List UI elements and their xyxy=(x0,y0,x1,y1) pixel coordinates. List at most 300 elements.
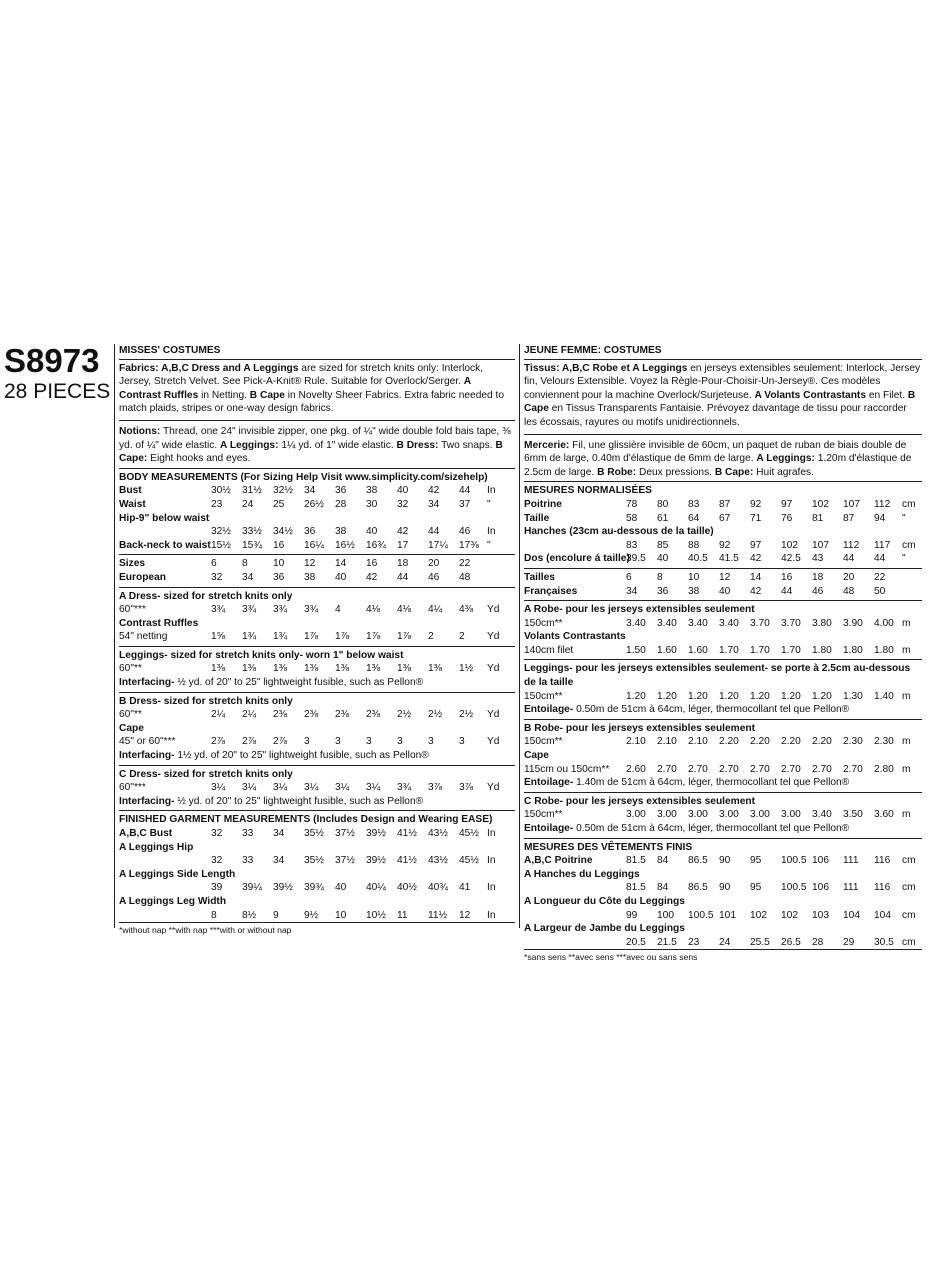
cell-value: 2⅜ xyxy=(335,709,350,721)
measure-table xyxy=(119,484,515,552)
yardage-title: Leggings- sized for stretch knits only- worn 1" below waist xyxy=(119,649,404,661)
cell-value: 2.70 xyxy=(843,763,863,775)
cell-value: 99 xyxy=(626,909,638,921)
cell-value: 39½ xyxy=(273,882,293,894)
bold-text: Tissus: A,B,C Robe et A Leggings xyxy=(524,362,688,374)
pattern-number: S8973 xyxy=(4,342,100,379)
table-row xyxy=(524,763,922,777)
cell-value: 23 xyxy=(211,498,223,510)
cell-value: 22 xyxy=(459,558,471,570)
cell-value: 39¾ xyxy=(304,882,324,894)
cell-value: 3.80 xyxy=(812,617,832,629)
cell-value: 3¾ xyxy=(273,604,288,616)
cell-value: 61 xyxy=(657,512,669,524)
body-measurements xyxy=(524,481,922,566)
cell-value: 4⅛ xyxy=(366,604,381,616)
unit-label xyxy=(902,585,922,599)
cell-value: 1¾ xyxy=(242,631,257,643)
cell-value: 1⅜ xyxy=(273,663,288,675)
cell-value: 1.70 xyxy=(719,644,739,656)
measure-table xyxy=(524,690,922,704)
bold-text: Interfacing- xyxy=(119,750,175,762)
cell-value: 42 xyxy=(428,485,440,497)
cell-value: 15¾ xyxy=(242,539,262,551)
measure-table xyxy=(524,808,922,822)
table-row xyxy=(524,498,922,512)
text: 1¼ yd. of 1" wide elastic. xyxy=(278,439,397,451)
yardage-title: C Robe- pour les jerseys extensibles seulement xyxy=(524,795,756,807)
text: Eight hooks and eyes. xyxy=(147,453,251,465)
measure-table xyxy=(524,571,922,598)
unit-label: cm xyxy=(902,855,916,867)
row-label: A,B,C Poitrine xyxy=(524,855,593,867)
cell-value: 23 xyxy=(688,936,700,948)
cell-value: 48 xyxy=(459,571,471,583)
cell-value: 1.80 xyxy=(874,644,894,656)
bold-text: A Volants Contrastants xyxy=(754,389,866,401)
row-label: 60"** xyxy=(119,663,142,675)
row-label: A Hanches du Leggings xyxy=(524,868,640,880)
cell-value: 40.5 xyxy=(688,553,708,565)
measure-table xyxy=(119,708,515,749)
cell-value: 3.70 xyxy=(750,617,770,629)
cell-value: 39½ xyxy=(366,828,386,839)
row-label xyxy=(524,539,626,553)
cell-value: 10 xyxy=(335,909,347,921)
measure-table xyxy=(524,854,922,949)
cell-value: 1⅜ xyxy=(211,663,226,675)
cell-value: 3 xyxy=(304,736,310,748)
cell-value: 90 xyxy=(719,882,731,894)
cell-value: 33 xyxy=(242,828,254,839)
table-row xyxy=(119,617,515,631)
notions-section xyxy=(119,420,515,466)
cell-value: 39½ xyxy=(366,855,386,867)
unit-label: Yd xyxy=(487,736,500,748)
table-row xyxy=(119,484,515,498)
cell-value: 102 xyxy=(781,539,798,551)
cell-value: 28 xyxy=(335,498,347,510)
cell-value: 1⅜ xyxy=(242,663,257,675)
cell-value: 40¼ xyxy=(366,882,386,894)
row-label: Bust xyxy=(119,485,142,497)
cell-value: 1⅞ xyxy=(366,631,381,643)
cell-value: 2¼ xyxy=(242,709,257,721)
cell-value: 100.5 xyxy=(781,855,807,867)
cell-value: 95 xyxy=(750,882,762,894)
cell-value: 34 xyxy=(304,485,316,497)
text: ½ yd. of 20" to 25" lightweight fusible, such as Pellon® xyxy=(174,795,424,807)
cell-value: 42 xyxy=(397,526,409,538)
cell-value: 38 xyxy=(366,485,378,497)
cell-value: 3 xyxy=(366,736,372,748)
text: in Netting. xyxy=(198,389,250,401)
table-row xyxy=(119,895,515,909)
cell-value: 1.60 xyxy=(688,644,708,656)
yardage-title: Leggings- pour les jerseys extensibles seulement- se porte à 2.5cm au-dessous de la taille xyxy=(524,663,911,689)
cell-value: 1.20 xyxy=(626,690,646,702)
cell-value: 1.20 xyxy=(812,690,832,702)
cell-value: 37 xyxy=(459,498,471,510)
interfacing-note xyxy=(524,776,922,790)
finished-measurements xyxy=(119,810,515,922)
cell-value: 4⅛ xyxy=(397,604,412,616)
cell-value: 2⅞ xyxy=(242,736,257,748)
cell-value: 3.40 xyxy=(626,617,646,629)
cell-value: 1⅜ xyxy=(335,663,350,675)
cell-value: 101 xyxy=(719,909,736,921)
table-row xyxy=(524,644,922,658)
cell-value: 1⅜ xyxy=(428,663,443,675)
cell-value: 42 xyxy=(366,571,378,583)
row-label xyxy=(119,881,211,895)
text: 0.50m de 51cm à 64cm, léger, thermocollant tel que Pellon® xyxy=(573,704,850,716)
cell-value: 1¾ xyxy=(273,631,288,643)
unit-label: " xyxy=(487,539,491,551)
cell-value: 2.10 xyxy=(626,736,646,748)
table-row xyxy=(524,690,922,704)
cell-value: 18 xyxy=(397,558,409,570)
cell-value: 39 xyxy=(211,882,223,894)
table-row xyxy=(524,585,922,599)
bold-text: B Cape xyxy=(524,389,916,415)
cell-value: 85 xyxy=(657,539,669,551)
row-label: 54" netting xyxy=(119,631,168,643)
cell-value: 44 xyxy=(397,571,409,583)
unit-label: In xyxy=(487,855,496,867)
row-label: 60"*** xyxy=(119,604,146,616)
cell-value: 2.30 xyxy=(874,736,894,748)
cell-value: 76 xyxy=(781,512,793,524)
cell-value: 3.70 xyxy=(781,617,801,629)
cell-value: 3 xyxy=(459,736,465,748)
text: 1.20m d'élastique de 2.5cm de large. xyxy=(524,453,912,478)
text: Fil, une glissière invisible de 60cm, un paquet de ruban de biais double de 6mm de large, 0.40m d'élastique de 6mm de large. xyxy=(524,439,907,465)
cell-value: 2⅜ xyxy=(366,709,381,721)
yardage-section xyxy=(524,792,922,836)
cell-value: 32½ xyxy=(211,526,231,538)
cell-value: 39¼ xyxy=(242,882,262,894)
cell-value: 40 xyxy=(335,882,347,894)
table-row xyxy=(119,722,515,736)
cell-value: 46 xyxy=(459,526,471,538)
cell-value: 1.20 xyxy=(688,690,708,702)
cell-value: 67 xyxy=(719,512,731,524)
cell-value: 3.00 xyxy=(750,809,770,821)
cell-value: 41 xyxy=(459,882,471,894)
table-row xyxy=(524,868,922,882)
table-row xyxy=(524,630,922,644)
cell-value: 2.20 xyxy=(750,736,770,748)
unit-label: In xyxy=(487,485,496,497)
cell-value: 8½ xyxy=(242,909,257,921)
cell-value: 1.20 xyxy=(719,690,739,702)
cell-value: 31½ xyxy=(242,485,262,497)
measure-table xyxy=(119,603,515,644)
cell-value: 15½ xyxy=(211,539,231,551)
table-row xyxy=(524,512,922,526)
cell-value: 6 xyxy=(626,571,632,583)
row-label xyxy=(119,854,211,868)
cell-value: 1⅜ xyxy=(304,663,319,675)
table-row xyxy=(119,854,515,868)
yardage-title: A Robe- pour les jerseys extensibles seulement xyxy=(524,604,755,616)
cell-value: 2 xyxy=(459,631,465,643)
cell-value: 2.20 xyxy=(812,736,832,748)
text: ½ yd. of 20" to 25" lightweight fusible, such as Pellon® xyxy=(174,677,424,689)
cell-value: 1.70 xyxy=(750,644,770,656)
row-label: 150cm** xyxy=(524,809,563,821)
cell-value: 103 xyxy=(812,909,829,921)
bold-text: B Dress: xyxy=(396,439,439,451)
cell-value: 100 xyxy=(657,909,674,921)
unit-label: m xyxy=(902,809,911,821)
cell-value: 116 xyxy=(874,855,891,867)
bold-text: Entoilage- xyxy=(524,777,574,789)
body-measurements xyxy=(119,468,515,553)
cell-value: 1.20 xyxy=(657,690,677,702)
cell-value: 116 xyxy=(874,882,891,894)
text: Deux pressions. xyxy=(636,466,715,478)
cell-value: 20 xyxy=(428,558,440,570)
cell-value: 78 xyxy=(626,498,638,510)
section-title: MISSES' COSTUMES xyxy=(119,344,515,360)
column-divider xyxy=(114,344,115,928)
cell-value: 30½ xyxy=(211,485,231,497)
row-label: Cape xyxy=(524,750,549,762)
measure-table xyxy=(119,557,515,584)
cell-value: 102 xyxy=(750,909,767,921)
cell-value: 104 xyxy=(843,909,860,921)
bold-text: Interfacing- xyxy=(119,795,175,807)
unit-label: Yd xyxy=(487,631,500,643)
cell-value: 83 xyxy=(626,539,638,551)
yardage-title: B Robe- pour les jerseys extensibles seulement xyxy=(524,722,756,734)
cell-value: 34½ xyxy=(273,526,293,538)
cell-value: 3¾ xyxy=(397,782,412,794)
table-row xyxy=(524,922,922,936)
cell-value: 2½ xyxy=(428,709,443,721)
cell-value: 111 xyxy=(843,855,859,867)
row-label: 140cm filet xyxy=(524,644,574,656)
cell-value: 84 xyxy=(657,882,669,894)
row-label: 150cm** xyxy=(524,690,563,702)
unit-label: cm xyxy=(902,909,916,921)
measure-table xyxy=(524,498,922,566)
unit-label: cm xyxy=(902,498,916,510)
table-row xyxy=(524,539,922,553)
table-row xyxy=(524,525,922,539)
cell-value: 3¼ xyxy=(242,782,257,794)
cell-value: 16 xyxy=(273,539,285,551)
row-label: Taille xyxy=(524,512,550,524)
cell-value: 35½ xyxy=(304,855,324,867)
row-label xyxy=(524,936,626,950)
notions-paragraph xyxy=(119,425,515,466)
cell-value: 40 xyxy=(366,526,378,538)
cell-value: 1.70 xyxy=(781,644,801,656)
table-row xyxy=(119,571,515,585)
cell-value: 9½ xyxy=(304,909,319,921)
row-label: Contrast Ruffles xyxy=(119,617,199,629)
bold-text: B Cape xyxy=(249,389,285,401)
body-measurements-title: MESURES NORMALISÉES xyxy=(524,485,652,497)
cell-value: 41.5 xyxy=(719,553,739,565)
cell-value: 92 xyxy=(719,539,731,551)
cell-value: 22 xyxy=(874,571,886,583)
cell-value: 32 xyxy=(211,571,223,583)
interfacing-note xyxy=(524,822,922,836)
pieces-count: 28 PIECES xyxy=(4,380,111,403)
cell-value: 3¾ xyxy=(304,604,319,616)
unit-label xyxy=(902,571,922,585)
cell-value: 2.70 xyxy=(688,763,708,775)
cell-value: 106 xyxy=(812,882,829,894)
cell-value: 2⅞ xyxy=(273,736,288,748)
cell-value: 2½ xyxy=(397,709,412,721)
table-row xyxy=(119,708,515,722)
cell-value: 43½ xyxy=(428,828,448,839)
cell-value: 64 xyxy=(688,512,700,524)
row-label: European xyxy=(119,571,166,583)
unit-label xyxy=(487,557,515,571)
cell-value: 4⅜ xyxy=(459,604,474,616)
cell-value: 97 xyxy=(750,539,762,551)
table-row xyxy=(119,630,515,644)
cell-value: 2.70 xyxy=(657,763,677,775)
table-row xyxy=(119,868,515,882)
cell-value: 10 xyxy=(273,558,285,570)
cell-value: 38 xyxy=(304,571,316,583)
cell-value: 36 xyxy=(273,571,285,583)
interfacing-note xyxy=(119,676,515,690)
row-label: Hip-9" below waist xyxy=(119,512,210,524)
row-label: A Leggings Leg Width xyxy=(119,895,227,907)
finished-measurements xyxy=(524,838,922,950)
cell-value: 45½ xyxy=(459,855,479,867)
sizes-section xyxy=(119,554,515,584)
cell-value: 117 xyxy=(874,539,891,551)
cell-value: 102 xyxy=(812,498,829,510)
cell-value: 34 xyxy=(242,571,254,583)
cell-value: 3.40 xyxy=(688,617,708,629)
cell-value: 34 xyxy=(428,498,440,510)
cell-value: 40 xyxy=(657,553,669,565)
measure-table xyxy=(524,617,922,658)
cell-value: 2.70 xyxy=(781,763,801,775)
notions-section xyxy=(524,434,922,480)
cell-value: 1.60 xyxy=(657,644,677,656)
row-label: Waist xyxy=(119,498,146,510)
text: Huit agrafes. xyxy=(753,466,814,478)
cell-value: 42 xyxy=(750,585,762,597)
cell-value: 112 xyxy=(874,498,891,510)
table-row xyxy=(524,571,922,585)
cell-value: 1.20 xyxy=(781,690,801,702)
cell-value: 45½ xyxy=(459,828,479,839)
measure-table xyxy=(119,781,515,795)
yardage-section xyxy=(524,659,922,716)
cell-value: 44 xyxy=(874,553,886,565)
bold-text: Fabrics: A,B,C Dress and A Leggings xyxy=(119,362,299,374)
text: 1.40m de 51cm à 64cm, léger, thermocollant tel que Pellon® xyxy=(573,777,850,789)
row-label xyxy=(524,881,626,895)
text: Thread, one 24" invisible zipper, one pkg. of ¼" wide double fold bais tape, ⅜ yd. of ¼" wide elastic. xyxy=(119,425,511,451)
bold-text: A Leggings: xyxy=(220,439,279,451)
cell-value: 84 xyxy=(657,855,669,867)
cell-value: 48 xyxy=(843,585,855,597)
unit-label: Yd xyxy=(487,782,500,794)
cell-value: 40 xyxy=(335,571,347,583)
cell-value: 80 xyxy=(657,498,669,510)
cell-value: 107 xyxy=(843,498,860,510)
cell-value: 87 xyxy=(843,512,855,524)
cell-value: 3.40 xyxy=(657,617,677,629)
cell-value: 3¾ xyxy=(242,604,257,616)
unit-label: " xyxy=(902,553,906,565)
cell-value: 25.5 xyxy=(750,936,770,948)
cell-value: 2.80 xyxy=(874,763,894,775)
unit-label xyxy=(487,571,515,585)
cell-value: 111 xyxy=(843,882,859,894)
cell-value: 3¾ xyxy=(211,604,226,616)
row-label: Tailles xyxy=(524,571,555,583)
table-row xyxy=(119,512,515,526)
unit-label: cm xyxy=(902,539,916,551)
table-row xyxy=(119,827,515,841)
yardage-section xyxy=(119,646,515,690)
cell-value: 32½ xyxy=(273,485,293,497)
cell-value: 36 xyxy=(335,485,347,497)
unit-label: cm xyxy=(902,882,916,894)
yardage-section xyxy=(119,692,515,763)
cell-value: 3⅞ xyxy=(428,782,443,794)
cell-value: 34 xyxy=(273,828,285,839)
cell-value: 21.5 xyxy=(657,936,677,948)
unit-label: In xyxy=(487,909,496,921)
cell-value: 2.20 xyxy=(781,736,801,748)
cell-value: 40¾ xyxy=(428,882,448,894)
cell-value: 1½ xyxy=(459,663,474,675)
cell-value: 37½ xyxy=(335,828,355,839)
row-label: A Leggings Side Length xyxy=(119,868,236,880)
cell-value: 100.5 xyxy=(688,909,714,921)
text: Two snaps. xyxy=(438,439,496,451)
cell-value: 42 xyxy=(750,553,762,565)
text: en jerseys extensibles seulement: Interlock, Jersey fin, Velours Extensible. Voyez la Règle-Pour-Choisir-Un-Jersey®. Ces modèles conviennent pour la machine Overlock/Surjeteuse. xyxy=(524,362,921,401)
cell-value: 33 xyxy=(242,855,254,867)
cell-value: 14 xyxy=(750,571,762,583)
cell-value: 3 xyxy=(397,736,403,748)
cell-value: 11 xyxy=(397,909,408,921)
row-label: Dos (encolure á taille) xyxy=(524,553,630,565)
row-label: Cape xyxy=(119,722,144,734)
row-label: 60"*** xyxy=(119,782,146,794)
cell-value: 12 xyxy=(719,571,731,583)
row-label xyxy=(119,525,211,539)
table-row xyxy=(119,909,515,923)
cell-value: 86.5 xyxy=(688,855,708,867)
cell-value: 112 xyxy=(843,539,860,551)
table-row xyxy=(119,525,515,539)
cell-value: 100.5 xyxy=(781,882,807,894)
body-measurements-title: BODY MEASUREMENTS (For Sizing Help Visit www.simplicity.com/sizehelp) xyxy=(119,471,488,483)
cell-value: 4 xyxy=(335,604,341,616)
row-label xyxy=(524,909,626,923)
cell-value: 35½ xyxy=(304,828,324,839)
cell-value: 39.5 xyxy=(626,553,646,565)
cell-value: 6 xyxy=(211,558,217,570)
